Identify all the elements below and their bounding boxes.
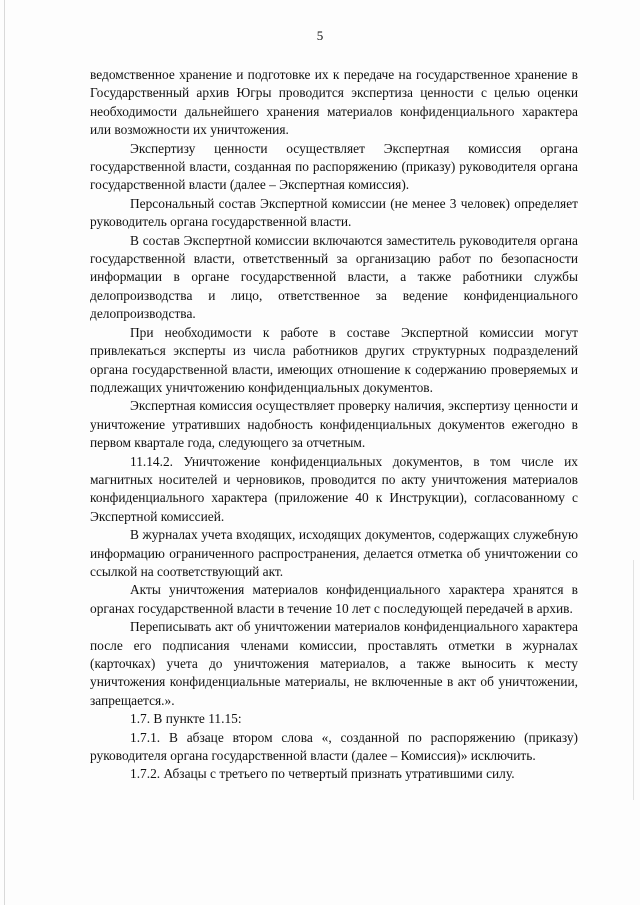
paragraph: Акты уничтожения материалов конфиденциального характера хранятся в органах государственной власти в течение 10 лет с последующей передачей в архив. bbox=[90, 582, 578, 616]
paragraph: 1.7.2. Абзацы с третьего по четвертый признать утратившими силу. bbox=[130, 766, 515, 782]
paragraph: В журналах учета входящих, исходящих документов, содержащих служебную информацию ограниченного распространения, делается отметка об уничтожении со ссылкой на соответствующий акт. bbox=[90, 527, 578, 579]
scan-edge-line bbox=[633, 560, 634, 800]
paragraph: 1.7. В пункте 11.15: bbox=[130, 711, 242, 727]
page-number: 5 bbox=[316, 28, 324, 43]
document-body bbox=[90, 66, 578, 784]
paragraph: Экспертная комиссия осуществляет проверку наличия, экспертизу ценности и уничтожение утративших надобность конфиденциальных документов ежегодно в первом квартале года, следующего за отчетным. bbox=[90, 398, 578, 451]
paragraph: 1.7.1. В абзаце втором слова «, созданной по распоряжению (приказу) руководителя органа государственной власти (далее – Комиссия)» исключить. bbox=[90, 729, 578, 764]
scan-edge-line bbox=[4, 0, 5, 905]
paragraph: При необходимости к работе в составе Экспертной комиссии могут привлекаться эксперты из числа работников других структурных подразделений органа государственной власти, имеющих отношение к содержанию проверяемых и подлежащих уничтожению конфиденциальных документов. bbox=[90, 324, 578, 395]
paragraph: Экспертизу ценности осуществляет Экспертная комиссия органа государственной власти, созданная по распоряжению (приказу) руководителя органа государственной власти (далее – Экспертная комиссия). bbox=[90, 140, 578, 193]
paragraph: Персональный состав Экспертной комиссии (не менее 3 человек) определяет руководитель органа государственной власти. bbox=[90, 195, 578, 230]
paragraph: 11.14.2. Уничтожение конфиденциальных документов, в том числе их магнитных носителей и черновиков, проводится по акту уничтожения материалов конфиденциального характера (приложение 40 к Инструкции), согласованному с Экспертной комиссией. bbox=[90, 453, 578, 524]
paragraph: В состав Экспертной комиссии включаются заместитель руководителя органа государственной власти, ответственный за организацию работ по безопасности информации в органе государственной власти, а также работники службы делопроизводства и лицо, ответственное за ведение конфиденциального делопроизводства. bbox=[90, 232, 578, 322]
paragraph: ведомственное хранение и подготовке их к передаче на государственное хранение в Государственный архив Югры проводится экспертиза ценности с целью оценки необходимости дальнейшего хранения материалов конфиденциального характера или возможности их уничтожения. bbox=[90, 67, 578, 138]
paragraph: Переписывать акт об уничтожении материалов конфиденциального характера после его подписания членами комиссии, проставлять отметки в журналах (карточках) учета до уничтожения материалов, а также выносить к месту уничтожения конфиденциальные материалы, не включенные в акт об уничтожении, запрещается.». bbox=[90, 619, 578, 708]
